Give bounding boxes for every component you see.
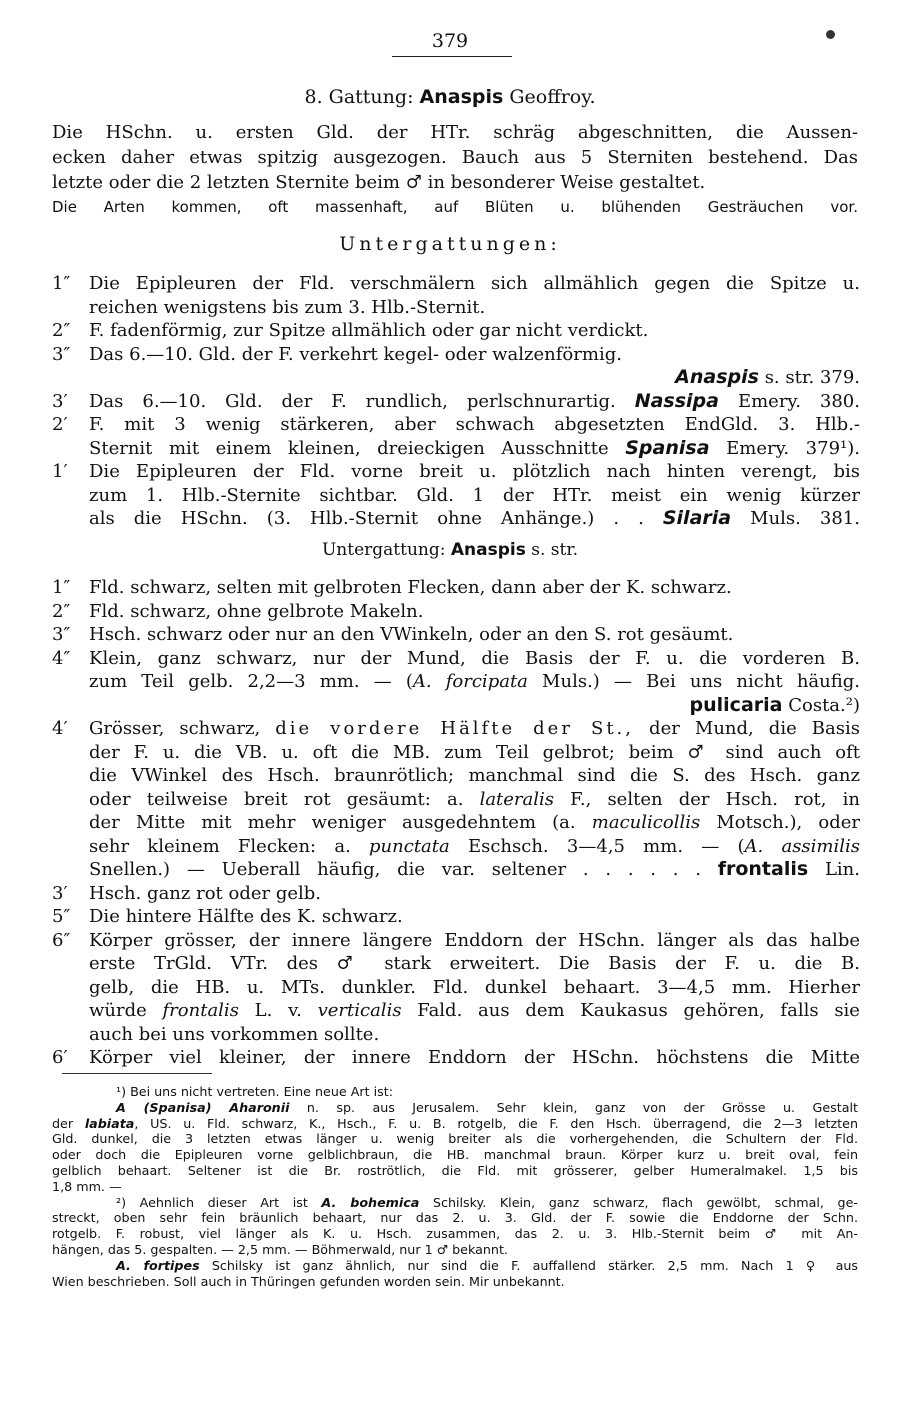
key-couplet: 4″ Klein, ganz schwarz, nur der Mund, die Basis der F. u. die vorderen B. zum Teil gelb. 2,2—3 mm. — (A. forcipata Muls.) — Bei uns nicht häufig. pulicaria Costa.²) [52,647,860,716]
species-name: A (Spanisa) Aharonii [116,1099,290,1115]
footnote-1: ¹) Bei uns nicht vertreten. Eine neue Art ist: [116,1084,394,1099]
species-key [52,576,860,1070]
key-couplet: 2′ F. mit 3 wenig stärkeren, aber schwach abgesetzten EndGld. 3. Hlb.- Sternit mit einem kleinen, dreieckigen Ausschnitte Spanisa Emery. 379¹). [52,414,860,459]
taxon-name: Silaria [662,507,732,529]
subgenus-heading: Untergattung: Anaspis s. str. [321,540,578,560]
genus-name: Anaspis [419,86,504,108]
key-couplet: 1′ Die Epipleuren der Fld. vorne breit u. plötzlich nach hinten verengt, bis zum 1. Hlb.-Sternite sichtbar. Gld. 1 der HTr. meist ein wenig kürzer als die HSchn. (3. Hlb.-Sternit ohne Anhänge.) . . Silaria Muls. 381. [52,461,860,529]
key-couplet: 2″ Fld. schwarz, ohne gelbrote Makeln. [52,600,424,622]
subgenera-key [52,272,860,531]
header-rule [392,56,512,57]
footnote-3: A. fortipes Schilsky ist ganz ähnlich, nur sind die F. auffallend stärker. 2,5 mm. Nach 1 ♀ aus [116,1257,858,1273]
footnote-rule [62,1073,212,1074]
footnotes: ¹) Bei uns nicht vertreten. Eine neue Art ist: A (Spanisa) Aharonii n. sp. aus Jerusalem. Sehr klein, ganz von der Grösse u. Gestalt der labiata, US. u. Fld. schwarz, K., Hsch., F. u. B. rotgelb, die F. den Hsch. überragend, die 2—3 letzten Gld. dunkel, die 3 letzten etwas länger u. wenig breiter als die vorhergehenden, die Schultern der Fld. oder doch die Epipleuren vorne gelblichbraun, die HB. manchmal braun. Körper kurz u. breit oval, fein gelblich behaart. Seltener ist die Br. roströtlich, die Fld. mit grösserer, gelber Humeralmakel. 1,5 bis 1,8 mm. — ²) Aehnlich dieser Art ist A. bohemica Schilsky. Klein, ganz schwarz, flach gewölbt, schmal, ge- streckt, oben sehr fein bräunlich behaart, nur das 2. u. 3. Gld. der F. sowie die Enddorne der Schn. rotgelb. F. robust, viel länger als K. u. Hsch. zusammen, das 2. u. 3. Hlb.-Sternit beim ♂ mit An- hängen, das 5. gespalten. — 2,5 mm. — Böhmerwald, nur 1 ♂ bekannt. A. fortipes Schilsky ist ganz ähnlich, nur sind die F. auffallend stärker. 2,5 mm. Nach 1 ♀ aus Wien beschrieben. Soll auch in Thüringen gefunden worden sein. Mir unbekannt. [52,1084,858,1289]
habitat-note: Die Arten kommen, oft massenhaft, auf Blüten u. blühenden Gesträuchen vor. [52,198,858,216]
subgenera-heading: Untergattungen: [339,233,561,255]
key-couplet: 6″ Körper grösser, der innere längere Enddorn der HSchn. länger als das halbe erste TrGld. VTr. des ♂ stark erweitert. Die Basis der F. u. die B. gelb, die HB. u. MTs. dunkler. Fld. dunkel behaart. 3—4,5 mm. Hierher würde frontalis L. v. verticalis Fald. aus dem Kaukasus gehören, falls sie auch bei uns vorkommen sollte. [52,929,860,1045]
key-couplet: 3′ Hsch. ganz rot oder gelb. [52,882,322,904]
taxon-name: Spanisa [625,436,710,459]
taxon-name: Anaspis [675,366,759,388]
page-number: 379 [431,30,469,52]
taxon-name: Nassipa [634,389,719,412]
key-couplet: 6′ Körper viel kleiner, der innere Enddorn der HSchn. höchstens die Mitte [52,1047,860,1068]
genus-heading: 8. Gattung: Anaspis Geoffroy. [304,86,596,108]
key-couplet: 4′ Grösser, schwarz, die vordere Hälfte der St., der Mund, die Basis der F. u. die VB. u. oft die MB. zum Teil gelbrot; beim ♂ sind auch oft die VWinkel des Hsch. braunrötlich; manchmal sind die S. des Hsch. ganz oder teilweise breit rot gesäumt: a. lateralis F., selten der Hsch. rot, in der Mitte mit mehr weniger ausgedehntem (a. maculicollis Motsch.), oder sehr kleinem Flecken: a. punctata Eschsch. 3—4,5 mm. — (A. assimilis Snellen.) — Ueberall häufig, die var. seltener . . . . . . frontalis Lin. [52,718,860,880]
key-couplet: 3″ Hsch. schwarz oder nur an den VWinkeln, oder an den S. rot gesäumt. [52,624,734,645]
ink-spot [826,30,835,39]
species-name: pulicaria [689,693,783,716]
key-result: Anaspis s. str. 379. [675,366,860,388]
species-name: frontalis [717,858,809,880]
key-couplet: 1″ Fld. schwarz, selten mit gelbroten Flecken, dann aber der K. schwarz. [52,577,732,598]
key-couplet: 3′ Das 6.—10. Gld. der F. rundlich, perlschnurartig. Nassipa Emery. 380. [52,389,860,412]
key-couplet: 5″ Die hintere Hälfte des K. schwarz. [52,906,403,927]
footnote-2: ²) Aehnlich dieser Art ist A. bohemica Schilsky. Klein, ganz schwarz, flach gewölbt, schmal, ge- [116,1194,858,1210]
genus-description: Die HSchn. u. ersten Gld. der HTr. schräg abgeschnitten, die Aussen- ecken daher etwas spitzig ausgezogen. Bauch aus 5 Sterniten bestehend. Das letzte oder die 2 letzten Sternite beim ♂ in besonderer Weise gestaltet. Die Arten kommen, oft massenhaft, auf Blüten u. blühenden Gesträuchen vor. [52,120,858,220]
key-couplet: 1″ Die Epipleuren der Fld. verschmälern sich allmählich gegen die Spitze u. reichen wenigstens bis zum 3. Hlb.-Sternit. [52,273,860,318]
key-couplet: 3″ Das 6.—10. Gld. der F. verkehrt kegel- oder walzenförmig. [52,343,622,365]
key-couplet: 2″ F. fadenförmig, zur Spitze allmählich oder gar nicht verdickt. [52,320,649,341]
